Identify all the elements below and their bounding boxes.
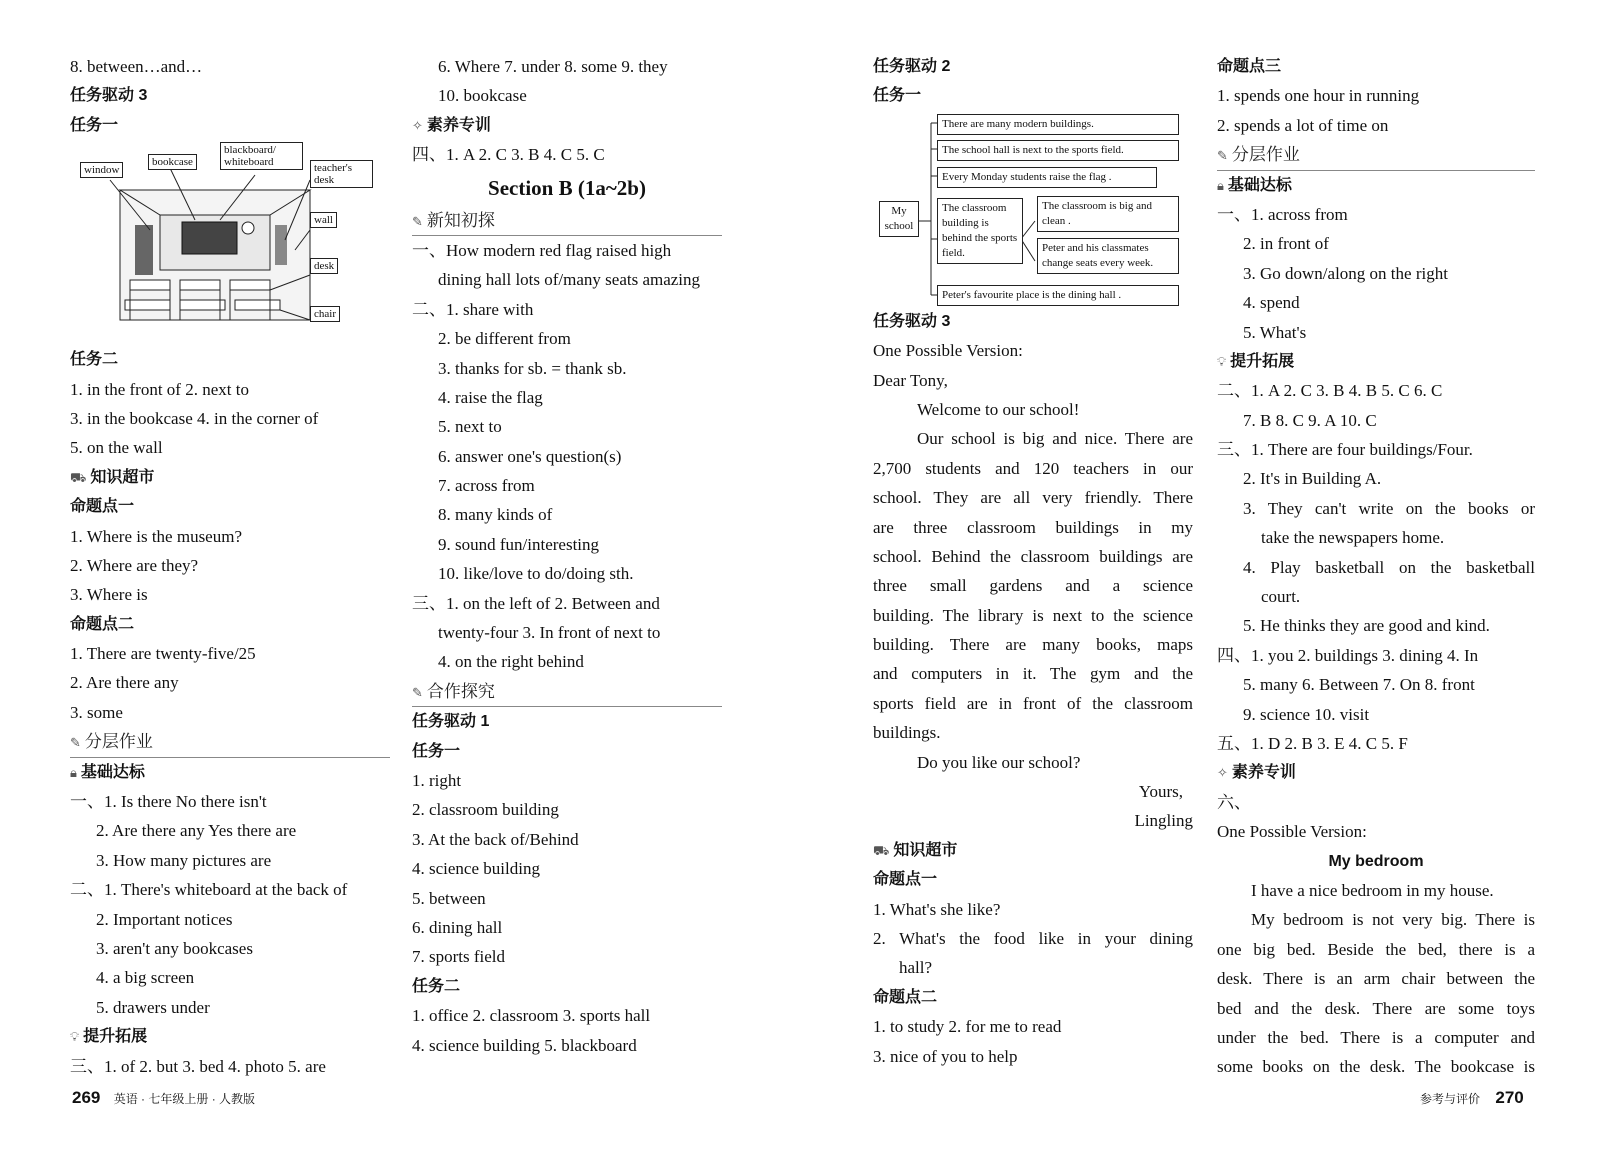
- school-mind-map: [873, 111, 1193, 307]
- essay-line: Dear Tony,: [873, 370, 948, 390]
- task-heading: 任务一: [70, 116, 119, 134]
- answer-line: 2. Are there any: [70, 673, 179, 693]
- map-branch: Every Monday students raise the flag .: [937, 167, 1157, 188]
- essay-line: One Possible Version:: [873, 341, 1023, 361]
- pen-icon: ✎: [1217, 148, 1228, 164]
- point-heading: 命题点一: [70, 498, 135, 516]
- answer-line: 1. spends one hour in running: [1217, 86, 1420, 106]
- label-desk: desk: [310, 258, 338, 274]
- answer-line: 3. thanks for sb. = thank sb.: [438, 358, 627, 378]
- essay-line: school. Behind the classroom buildings are: [873, 546, 1193, 566]
- map-branch: The school hall is next to the sports field.: [937, 140, 1179, 161]
- section-heading: [70, 463, 390, 492]
- answer-line: 7. sports field: [412, 947, 506, 967]
- answer-line: court.: [1261, 587, 1301, 607]
- answer-line: 9. sound fun/interesting: [438, 534, 600, 554]
- answer-line: 6. dining hall: [412, 917, 503, 937]
- lock-icon: 🔒︎: [1217, 177, 1224, 193]
- answer-line: 1. to study 2. for me to read: [873, 1017, 1062, 1037]
- footer-text: 英语 · 七年级上册 · 人教版: [113, 1092, 256, 1106]
- answer-line: 5. What's: [1243, 322, 1307, 342]
- essay-line: one big bed. Beside the bed, there is a: [1217, 939, 1535, 959]
- section-heading-text: 合作探究: [426, 681, 495, 701]
- task-heading: 任务二: [412, 977, 461, 995]
- task-heading: 任务驱动 1: [412, 713, 490, 731]
- essay-line: I have a nice bedroom in my house.: [1251, 880, 1494, 900]
- answer-line: 二、1. share with: [412, 299, 534, 319]
- answer-line: 6. answer one's question(s): [438, 446, 622, 466]
- essay-line: building. There are many books, maps: [873, 635, 1193, 655]
- sub-heading: [1217, 171, 1535, 200]
- essay-line: building. The library is next to the science: [873, 605, 1193, 625]
- answer-line: 3. Go down/along on the right: [1243, 263, 1448, 283]
- answer-line: 一、1. across from: [1217, 204, 1348, 224]
- classroom-figure: [70, 140, 380, 345]
- answer-line: 1. What's she like?: [873, 899, 1001, 919]
- essay-line: Welcome to our school!: [917, 399, 1080, 419]
- section-heading-text: 分层作业: [84, 732, 153, 752]
- answer-line: 5. between: [412, 888, 486, 908]
- book-icon: ✧: [412, 117, 423, 133]
- point-heading: 命题点三: [1217, 58, 1282, 75]
- sub-heading: [70, 1022, 390, 1051]
- answer-line: 四、1. you 2. buildings 3. dining 4. In: [1217, 645, 1479, 665]
- answer-line: 1. Where is the museum?: [70, 526, 243, 546]
- answer-line: 2. Important notices: [96, 909, 233, 929]
- cart-icon: ⛟: [70, 469, 87, 485]
- essay-line: Our school is big and nice. There are: [917, 429, 1193, 449]
- map-branch: Peter and his classmates change seats every week.: [1037, 238, 1179, 274]
- answer-line: 2. in front of: [1243, 234, 1329, 254]
- answer-line: twenty-four 3. In front of next to: [438, 623, 661, 643]
- answer-line: 2. Where are they?: [70, 555, 199, 575]
- answer-line: 4. science building: [412, 859, 540, 879]
- sub-heading-text: 基础达标: [80, 763, 145, 781]
- task-heading: 任务一: [873, 87, 922, 105]
- essay-line: bed and the desk. There are some toys: [1217, 998, 1535, 1018]
- column-3: [873, 52, 1193, 1071]
- essay-line: school. They are all very friendly. There: [873, 488, 1193, 508]
- task-heading: 任务驱动 2: [873, 58, 951, 75]
- sub-heading-text: 素养专训: [426, 116, 491, 134]
- essay-line: desk. There is an arm chair between the: [1217, 969, 1535, 989]
- answer-line: 三、1. There are four buildings/Four.: [1217, 440, 1473, 460]
- answer-line: 4. spend: [1243, 293, 1300, 313]
- column-2: [412, 52, 722, 1060]
- task-heading: 任务二: [70, 351, 119, 369]
- essay-line: sports field are in front of the classroom: [873, 693, 1193, 713]
- column-4: [1217, 52, 1535, 1082]
- answer-line: take the newspapers home.: [1261, 528, 1445, 548]
- map-branch: The classroom building is behind the sports field.: [937, 198, 1023, 264]
- answer-line: 3. aren't any bookcases: [96, 938, 253, 958]
- point-heading: 命题点二: [70, 615, 135, 633]
- answer-line: 2. Are there any Yes there are: [96, 821, 297, 841]
- essay-line: 2,700 students and 120 teachers in our: [873, 458, 1193, 478]
- handshake-icon: ✎: [412, 684, 423, 700]
- essay-line: some books on the desk. The bookcase is: [1217, 1057, 1535, 1077]
- answer-line: 4. on the right behind: [438, 652, 584, 672]
- answer-line: 4. Play basketball on the basketball: [1243, 557, 1535, 577]
- lock-icon: 🔒︎: [70, 764, 77, 780]
- answer-line: 5. next to: [438, 417, 502, 437]
- answer-line: 7. B 8. C 9. A 10. C: [1243, 410, 1377, 430]
- answer-line: 5. He thinks they are good and kind.: [1243, 616, 1490, 636]
- section-heading: [1217, 140, 1535, 170]
- sub-heading: [1217, 347, 1535, 376]
- answer-line: 一、How modern red flag raised high: [412, 240, 672, 260]
- answer-line: 5. many 6. Between 7. On 8. front: [1243, 675, 1475, 695]
- answer-line: 2. spends a lot of time on: [1217, 115, 1389, 135]
- essay-line: Do you like our school?: [917, 752, 1081, 772]
- sub-heading: [70, 758, 390, 787]
- point-heading: 命题点二: [873, 988, 938, 1006]
- answer-line: 4. raise the flag: [438, 387, 543, 407]
- answer-line: 2. classroom building: [412, 800, 559, 820]
- answer-line: 10. bookcase: [438, 86, 527, 106]
- answer-line: 二、1. A 2. C 3. B 4. B 5. C 6. C: [1217, 381, 1443, 401]
- answer-line: 1. There are twenty-five/25: [70, 644, 256, 664]
- answer-line: 3. some: [70, 702, 123, 722]
- answer-line: 三、1. on the left of 2. Between and: [412, 593, 660, 613]
- task-heading: 任务一: [412, 742, 461, 760]
- answer-line: 一、1. Is there No there isn't: [70, 792, 267, 812]
- pen-icon: ✎: [70, 735, 81, 751]
- section-heading: [70, 727, 390, 757]
- answer-line: 六、: [1217, 792, 1251, 812]
- answer-line: 10. like/love to do/doing sth.: [438, 564, 634, 584]
- section-heading: [412, 677, 722, 707]
- answer-line: 五、1. D 2. B 3. E 4. C 5. F: [1217, 733, 1408, 753]
- answer-line: 3. nice of you to help: [873, 1046, 1018, 1066]
- section-heading-text: 新知初探: [426, 210, 495, 230]
- task-heading: 任务驱动 3: [70, 87, 148, 105]
- column-1: [70, 52, 390, 1081]
- answer-line: 1. office 2. classroom 3. sports hall: [412, 1006, 651, 1026]
- map-branch: The classroom is big and clean .: [1037, 196, 1179, 232]
- answer-line: 二、1. There's whiteboard at the back of: [70, 880, 348, 900]
- section-title: Section B (1a~2b): [488, 175, 646, 200]
- page-number: 270: [1495, 1088, 1524, 1107]
- answer-line: 2. be different from: [438, 329, 571, 349]
- answer-line: 三、1. of 2. but 3. bed 4. photo 5. are: [70, 1056, 326, 1076]
- search-icon: ✎: [412, 213, 423, 229]
- footer-text: 参考与评价: [1420, 1092, 1481, 1106]
- essay-line: buildings.: [873, 723, 941, 743]
- essay-line: three small gardens and a science: [873, 576, 1193, 596]
- answer-line: 1. in the front of 2. next to: [70, 379, 249, 399]
- label-window: window: [80, 162, 123, 178]
- cart-icon: ⛟: [873, 842, 890, 858]
- essay-line: under the bed. There is a computer and: [1217, 1027, 1535, 1047]
- answer-line: 4. science building 5. blackboard: [412, 1035, 637, 1055]
- map-branch: Peter's favourite place is the dining hall .: [937, 285, 1179, 306]
- section-heading: [412, 206, 722, 236]
- answer-line: 4. a big screen: [96, 968, 195, 988]
- answer-line: 9. science 10. visit: [1243, 704, 1370, 724]
- answer-line: hall?: [899, 958, 933, 978]
- answer-line: 1. right: [412, 770, 462, 790]
- sub-heading: [1217, 758, 1535, 787]
- sub-heading-text: 提升拓展: [1230, 352, 1295, 370]
- bulb-icon: 💡︎: [70, 1029, 80, 1045]
- answer-line: 5. drawers under: [96, 997, 210, 1017]
- book-icon: ✧: [1217, 765, 1228, 781]
- task-heading: 任务驱动 3: [873, 312, 951, 330]
- label-chair: chair: [310, 306, 340, 322]
- answer-line: 8. many kinds of: [438, 505, 553, 525]
- label-teachers-desk: teacher's desk: [310, 160, 373, 188]
- sub-heading-text: 基础达标: [1227, 176, 1292, 194]
- answer-line: dining hall lots of/many seats amazing: [438, 270, 701, 290]
- map-center-my-school: My school: [879, 201, 919, 237]
- essay-title: My bedroom: [1328, 852, 1424, 870]
- section-heading-text: 知识超市: [90, 468, 155, 486]
- answer-line: 5. on the wall: [70, 438, 163, 458]
- answer-line: 3. They can't write on the books or: [1243, 498, 1535, 518]
- footer-right: [1420, 1088, 1534, 1108]
- map-branch: There are many modern buildings.: [937, 114, 1179, 135]
- answer-line: 3. At the back of/Behind: [412, 829, 579, 849]
- answer-line: 7. across from: [438, 476, 535, 496]
- section-heading-text: 知识超市: [893, 841, 958, 859]
- essay-signoff: Yours,: [1138, 782, 1183, 802]
- answer-line: 2. What's the food like in your dining: [873, 928, 1193, 948]
- label-blackboard: blackboard/ whiteboard: [220, 142, 303, 170]
- label-wall: wall: [310, 212, 337, 228]
- sub-heading-text: 素养专训: [1231, 764, 1296, 782]
- essay-line: My bedroom is not very big. There is: [1251, 910, 1535, 930]
- answer-line: 3. in the bookcase 4. in the corner of: [70, 408, 319, 428]
- essay-line: and computers in it. The gym and the: [873, 664, 1193, 684]
- sub-heading: [412, 111, 722, 140]
- bulb-icon: 💡︎: [1217, 353, 1227, 369]
- essay-signature: Lingling: [1134, 811, 1193, 831]
- answer-line: 2. It's in Building A.: [1243, 469, 1382, 489]
- answer-line: 6. Where 7. under 8. some 9. they: [438, 57, 668, 76]
- section-heading: [873, 836, 1193, 865]
- section-heading-text: 分层作业: [1231, 145, 1300, 165]
- essay-line: are three classroom buildings in my: [873, 517, 1193, 537]
- point-heading: 命题点一: [873, 871, 938, 889]
- answer-line: 3. How many pictures are: [96, 850, 272, 870]
- answer-line: 四、1. A 2. C 3. B 4. C 5. C: [412, 145, 605, 165]
- sub-heading-text: 提升拓展: [83, 1028, 148, 1046]
- label-bookcase: bookcase: [148, 154, 197, 170]
- essay-line: One Possible Version:: [1217, 822, 1367, 842]
- answer-line: 8. between…and…: [70, 57, 203, 76]
- answer-line: 3. Where is: [70, 585, 148, 605]
- page-number: 269: [72, 1088, 101, 1107]
- footer-left: [72, 1088, 255, 1108]
